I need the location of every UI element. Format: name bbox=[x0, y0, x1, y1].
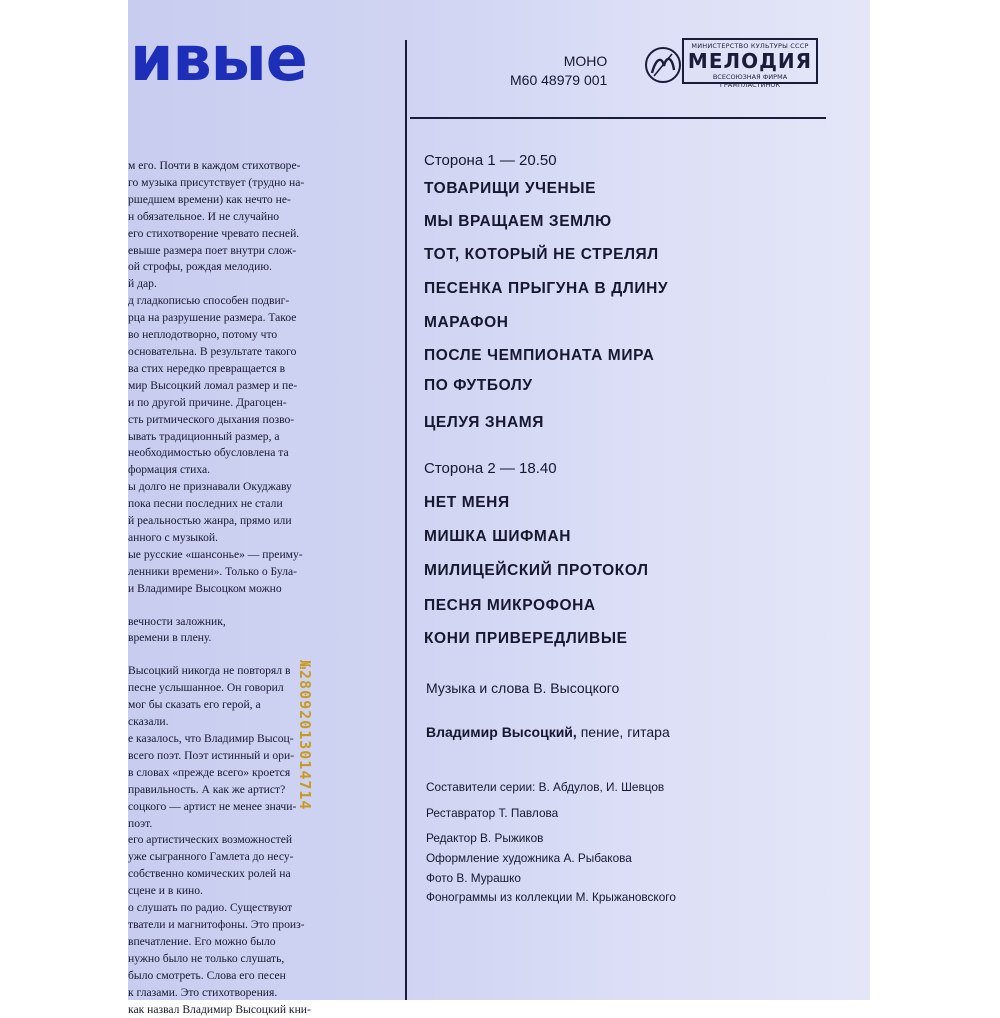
performer-name: Владимир Высоцкий, bbox=[426, 724, 577, 740]
track-title: МАРАФОН bbox=[424, 314, 509, 332]
liner-notes-line: формация стиха. bbox=[128, 462, 400, 479]
mono-label: МОНО bbox=[510, 52, 607, 71]
liner-notes-line: ва стих нередко превращается в bbox=[128, 361, 400, 378]
track-title: ЦЕЛУЯ ЗНАМЯ bbox=[424, 414, 544, 432]
liner-notes-line: правильность. А как же артист? bbox=[128, 782, 400, 799]
liner-notes-line: и по другой причине. Драгоцен- bbox=[128, 395, 400, 412]
liner-notes-line: мог бы сказать его герой, а bbox=[128, 697, 400, 714]
liner-notes-line: песне услышанное. Он говорил bbox=[128, 680, 400, 697]
credit-line: Фонограммы из коллекции М. Крыжановского bbox=[426, 890, 676, 904]
liner-notes-line: собственно комических ролей на bbox=[128, 866, 400, 883]
track-title: ПОСЛЕ ЧЕМПИОНАТА МИРА bbox=[424, 347, 654, 365]
shop-stamp bbox=[296, 660, 314, 940]
liner-notes-text bbox=[128, 158, 400, 1018]
photo-left-margin bbox=[0, 0, 128, 1000]
track-title: ПО ФУТБОЛУ bbox=[424, 377, 533, 395]
liner-notes-line: сцене и в кино. bbox=[128, 883, 400, 900]
liner-notes-line: о слушать по радио. Существуют bbox=[128, 900, 400, 917]
liner-notes-line: вечности заложник, bbox=[128, 614, 400, 631]
liner-notes-line: мир Высоцкий ломал размер и пе- bbox=[128, 378, 400, 395]
liner-notes-line: д гладкописью способен подвиг- bbox=[128, 293, 400, 310]
track-title: ПЕСНЯ МИКРОФОНА bbox=[424, 597, 596, 615]
liner-notes-line: к глазами. Это стихотворения. bbox=[128, 985, 400, 1002]
liner-notes-line: е казалось, что Владимир Высоц- bbox=[128, 731, 400, 748]
liner-notes-line: евыше размера поет внутри слож- bbox=[128, 243, 400, 260]
performer-role: пение, гитара bbox=[581, 724, 670, 740]
liner-notes-line: во неплодотворно, потому что bbox=[128, 327, 400, 344]
music-credit: Музыка и слова В. Высоцкого bbox=[426, 680, 619, 696]
credit-line: Фото В. Мурашко bbox=[426, 871, 521, 885]
liner-notes-line: рца на разрушение размера. Такое bbox=[128, 310, 400, 327]
liner-notes-line: сказали. bbox=[128, 714, 400, 731]
vertical-divider bbox=[405, 40, 407, 1000]
melodiya-logo-box bbox=[682, 38, 818, 84]
liner-notes-line: м его. Почти в каждом стихотворе- bbox=[128, 158, 400, 175]
track-title: МЫ ВРАЩАЕМ ЗЕМЛЮ bbox=[424, 213, 612, 231]
track-title: МИЛИЦЕЙСКИЙ ПРОТОКОЛ bbox=[424, 562, 649, 580]
melodiya-mark-icon bbox=[644, 46, 682, 84]
liner-notes-line: всего поэт. Поэт истинный и ори- bbox=[128, 748, 400, 765]
liner-notes-line: го музыка присутствует (трудно на- bbox=[128, 175, 400, 192]
side-1-label: Сторона 1 — 20.50 bbox=[424, 152, 557, 169]
album-title-fragment: ивые bbox=[130, 28, 307, 90]
liner-notes-line: ой строфы, рождая мелодию. bbox=[128, 259, 400, 276]
liner-notes-line: в словах «прежде всего» кроется bbox=[128, 765, 400, 782]
liner-notes-line: анного с музыкой. bbox=[128, 530, 400, 547]
track-title: МИШКА ШИФМАН bbox=[424, 528, 571, 546]
logo-melodiya: МЕЛОДИЯ bbox=[684, 50, 816, 72]
side-2-label: Сторона 2 — 18.40 bbox=[424, 460, 557, 477]
catalog-number: М60 48979 001 bbox=[510, 71, 607, 90]
credit-line: Редактор В. Рыжиков bbox=[426, 831, 543, 845]
liner-notes-line: как назвал Владимир Высоцкий кни- bbox=[128, 1002, 400, 1018]
liner-notes-line: поэт. bbox=[128, 816, 400, 833]
liner-notes-line: й реальностью жанра, прямо или bbox=[128, 513, 400, 530]
liner-notes-line: было смотреть. Слова его песен bbox=[128, 968, 400, 985]
liner-notes-line: нужно было не только слушать, bbox=[128, 951, 400, 968]
liner-notes-line: сть ритмического дыхания позво- bbox=[128, 412, 400, 429]
liner-notes-line: ые русские «шансонье» — преиму- bbox=[128, 547, 400, 564]
liner-notes-line: и Владимире Высоцком можно bbox=[128, 581, 400, 598]
liner-notes-line: ы долго не признавали Окуджаву bbox=[128, 479, 400, 496]
header-rule bbox=[410, 117, 826, 119]
liner-notes-line: пока песни последних не стали bbox=[128, 496, 400, 513]
liner-notes-line: Высоцкий никогда не повторял в bbox=[128, 663, 400, 680]
track-title: КОНИ ПРИВЕРЕДЛИВЫЕ bbox=[424, 630, 628, 648]
melodiya-logo bbox=[644, 38, 820, 86]
liner-notes-line: ленники времени». Только о Була- bbox=[128, 564, 400, 581]
liner-notes-line bbox=[128, 647, 400, 663]
logo-firm: ВСЕСОЮЗНАЯ ФИРМА ГРАМПЛАСТИНОК bbox=[684, 73, 816, 89]
performer-credit bbox=[426, 724, 670, 740]
track-title: ТОВАРИЩИ УЧЕНЫЕ bbox=[424, 180, 596, 198]
liner-notes-line: впечатление. Его можно было bbox=[128, 934, 400, 951]
catalog-block bbox=[510, 52, 607, 90]
liner-notes-line: ршедшем времени) как нечто не- bbox=[128, 192, 400, 209]
liner-notes-line: соцкого — артист не менее значи- bbox=[128, 799, 400, 816]
record-sleeve-back bbox=[128, 0, 870, 1000]
credit-line: Реставратор Т. Павлова bbox=[426, 806, 558, 820]
credit-line: Оформление художника А. Рыбакова bbox=[426, 851, 632, 865]
liner-notes-line: н обязательное. И не случайно bbox=[128, 209, 400, 226]
liner-notes-line: ывать традиционный размер, а bbox=[128, 429, 400, 446]
liner-notes-line: основательна. В результате такого bbox=[128, 344, 400, 361]
logo-ministry: МИНИСТЕРСТВО КУЛЬТУРЫ СССР bbox=[684, 42, 816, 50]
credit-line: Составители серии: В. Абдулов, И. Шевцов bbox=[426, 780, 664, 794]
track-title: НЕТ МЕНЯ bbox=[424, 494, 510, 512]
liner-notes-line: необходимостью обусловлена та bbox=[128, 445, 400, 462]
shop-stamp-number: №28092013014714 bbox=[296, 660, 314, 810]
liner-notes-line: й дар. bbox=[128, 276, 400, 293]
liner-notes-line: времени в плену. bbox=[128, 630, 400, 647]
track-title: ТОТ, КОТОРЫЙ НЕ СТРЕЛЯЛ bbox=[424, 246, 659, 264]
liner-notes-line: его артистических возможностей bbox=[128, 832, 400, 849]
liner-notes-line: уже сыгранного Гамлета до несу- bbox=[128, 849, 400, 866]
liner-notes-line: тватели и магнитофоны. Это произ- bbox=[128, 917, 400, 934]
photo-right-margin bbox=[870, 0, 1000, 1000]
liner-notes-line: его стихотворение чревато песней. bbox=[128, 226, 400, 243]
track-title: ПЕСЕНКА ПРЫГУНА В ДЛИНУ bbox=[424, 280, 668, 298]
liner-notes-line bbox=[128, 598, 400, 614]
